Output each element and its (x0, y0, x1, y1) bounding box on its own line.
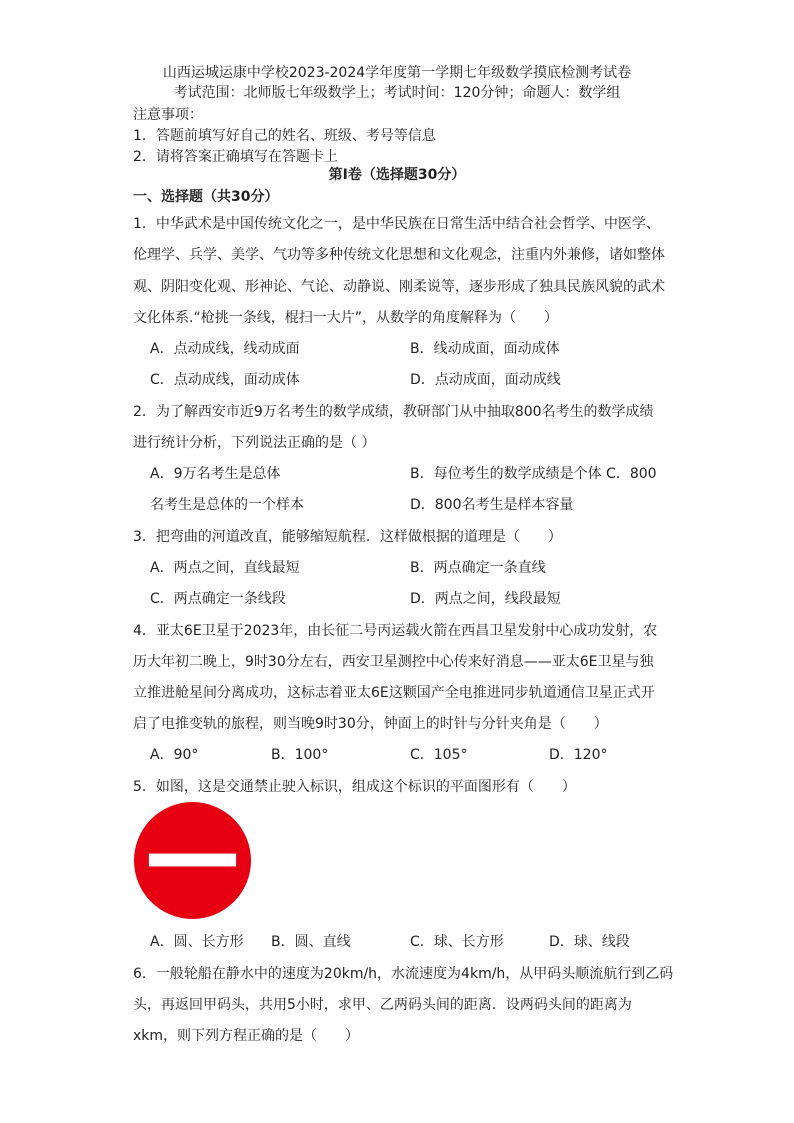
q2-option-a[interactable]: A．9万名考生是总体 (150, 466, 281, 482)
q2-option-b-c[interactable]: B．每位考生的数学成绩是个体 C．800 (410, 466, 657, 482)
q3-option-a[interactable]: A．两点之间，直线最短 (150, 560, 300, 576)
notice-item-2: 2．请将答案正确填写在答题卡上 (133, 149, 338, 165)
q4-option-c[interactable]: C．105° (410, 747, 468, 763)
notice-item-1: 1．答题前填写好自己的姓名、班级、考号等信息 (133, 128, 436, 144)
q3-option-b[interactable]: B．两点确定一条直线 (410, 560, 546, 576)
q1-line-1: 1．中华武术是中国传统文化之一，是中华民族在日常生活中结合社会哲学、中医学、 (133, 216, 660, 232)
q5-line-1: 5．如图，这是交通禁止驶入标识，组成这个标识的平面图形有（ ） (133, 779, 576, 795)
q4-option-a[interactable]: A．90° (150, 747, 199, 763)
q4-line-4: 启了电推变轨的旅程，则当晚9时30分，钟面上的时针与分针夹角是（ ） (133, 716, 608, 732)
exam-title: 山西运城运康中学校2023-2024学年度第一学期七年级数学摸底检测考试卷 (162, 65, 632, 81)
notice-heading: 注意事项： (133, 107, 203, 123)
q2-option-d[interactable]: D．800名考生是样本容量 (410, 497, 574, 513)
q3-option-c[interactable]: C．两点确定一条线段 (150, 591, 286, 607)
q4-option-b[interactable]: B．100° (271, 747, 329, 763)
q6-line-1: 6．一般轮船在静水中的速度为20km/h，水流速度为4km/h，从甲码头顺流航行到乙码 (133, 966, 674, 982)
no-entry-sign-icon (133, 801, 252, 920)
q1-line-4: 文化体系.“枪挑一条线，棍扫一大片”，从数学的角度解释为（ ） (133, 310, 558, 326)
q2-line-1: 2．为了解西安市近9万名考生的数学成绩，教研部门从中抽取800名考生的数学成绩 (133, 404, 654, 420)
q3-line-1: 3．把弯曲的河道改直，能够缩短航程．这样做根据的道理是（ ） (133, 529, 562, 545)
section-title: 第I卷（选择题30分） (328, 167, 466, 183)
q1-option-b[interactable]: B．线动成面，面动成体 (410, 341, 560, 357)
q5-option-a[interactable]: A．圆、长方形 (150, 934, 244, 950)
q2-option-c-cont[interactable]: 名考生是总体的一个样本 (150, 497, 304, 513)
part-heading: 一、选择题（共30分） (133, 189, 279, 205)
q4-line-1: 4．亚太6E卫星于2023年，由长征二号丙运载火箭在西昌卫星发射中心成功发射，农 (133, 623, 658, 639)
q1-option-c[interactable]: C．点动成线，面动成体 (150, 372, 300, 388)
q4-option-d[interactable]: D．120° (549, 747, 608, 763)
q4-line-2: 历大年初二晚上，9时30分左右，西安卫星测控中心传来好消息——亚太6E卫星与独 (133, 654, 654, 670)
q1-option-d[interactable]: D．点动成面，面动成线 (410, 372, 561, 388)
q2-line-2: 进行统计分析，下列说法正确的是（ ） (133, 435, 376, 451)
q5-option-d[interactable]: D．球、线段 (549, 934, 630, 950)
q3-option-d[interactable]: D．两点之间，线段最短 (410, 591, 561, 607)
q5-option-c[interactable]: C．球、长方形 (410, 934, 504, 950)
q6-line-2: 头，再返回甲码头，共用5小时，求甲、乙两码头间的距离．设两码头间的距离为 (133, 997, 632, 1013)
q1-option-a[interactable]: A．点动成线，线动成面 (150, 341, 300, 357)
q5-option-b[interactable]: B．圆、直线 (271, 934, 351, 950)
q4-line-3: 立推进舱星间分离成功，这标志着亚太6E这颗国产全电推进同步轨道通信卫星正式开 (133, 685, 655, 701)
exam-subtitle: 考试范围：北师版七年级数学上；考试时间：120分钟；命题人：数学组 (173, 85, 621, 101)
q6-line-3: xkm，则下列方程正确的是（ ） (133, 1028, 360, 1044)
q1-line-2: 伦理学、兵学、美学、气功等多种传统文化思想和文化观念，注重内外兼修，诸如整体 (133, 247, 665, 263)
q1-line-3: 观、阴阳变化观、形神论、气论、动静说、刚柔说等，逐步形成了独具民族风貌的武术 (133, 279, 665, 295)
